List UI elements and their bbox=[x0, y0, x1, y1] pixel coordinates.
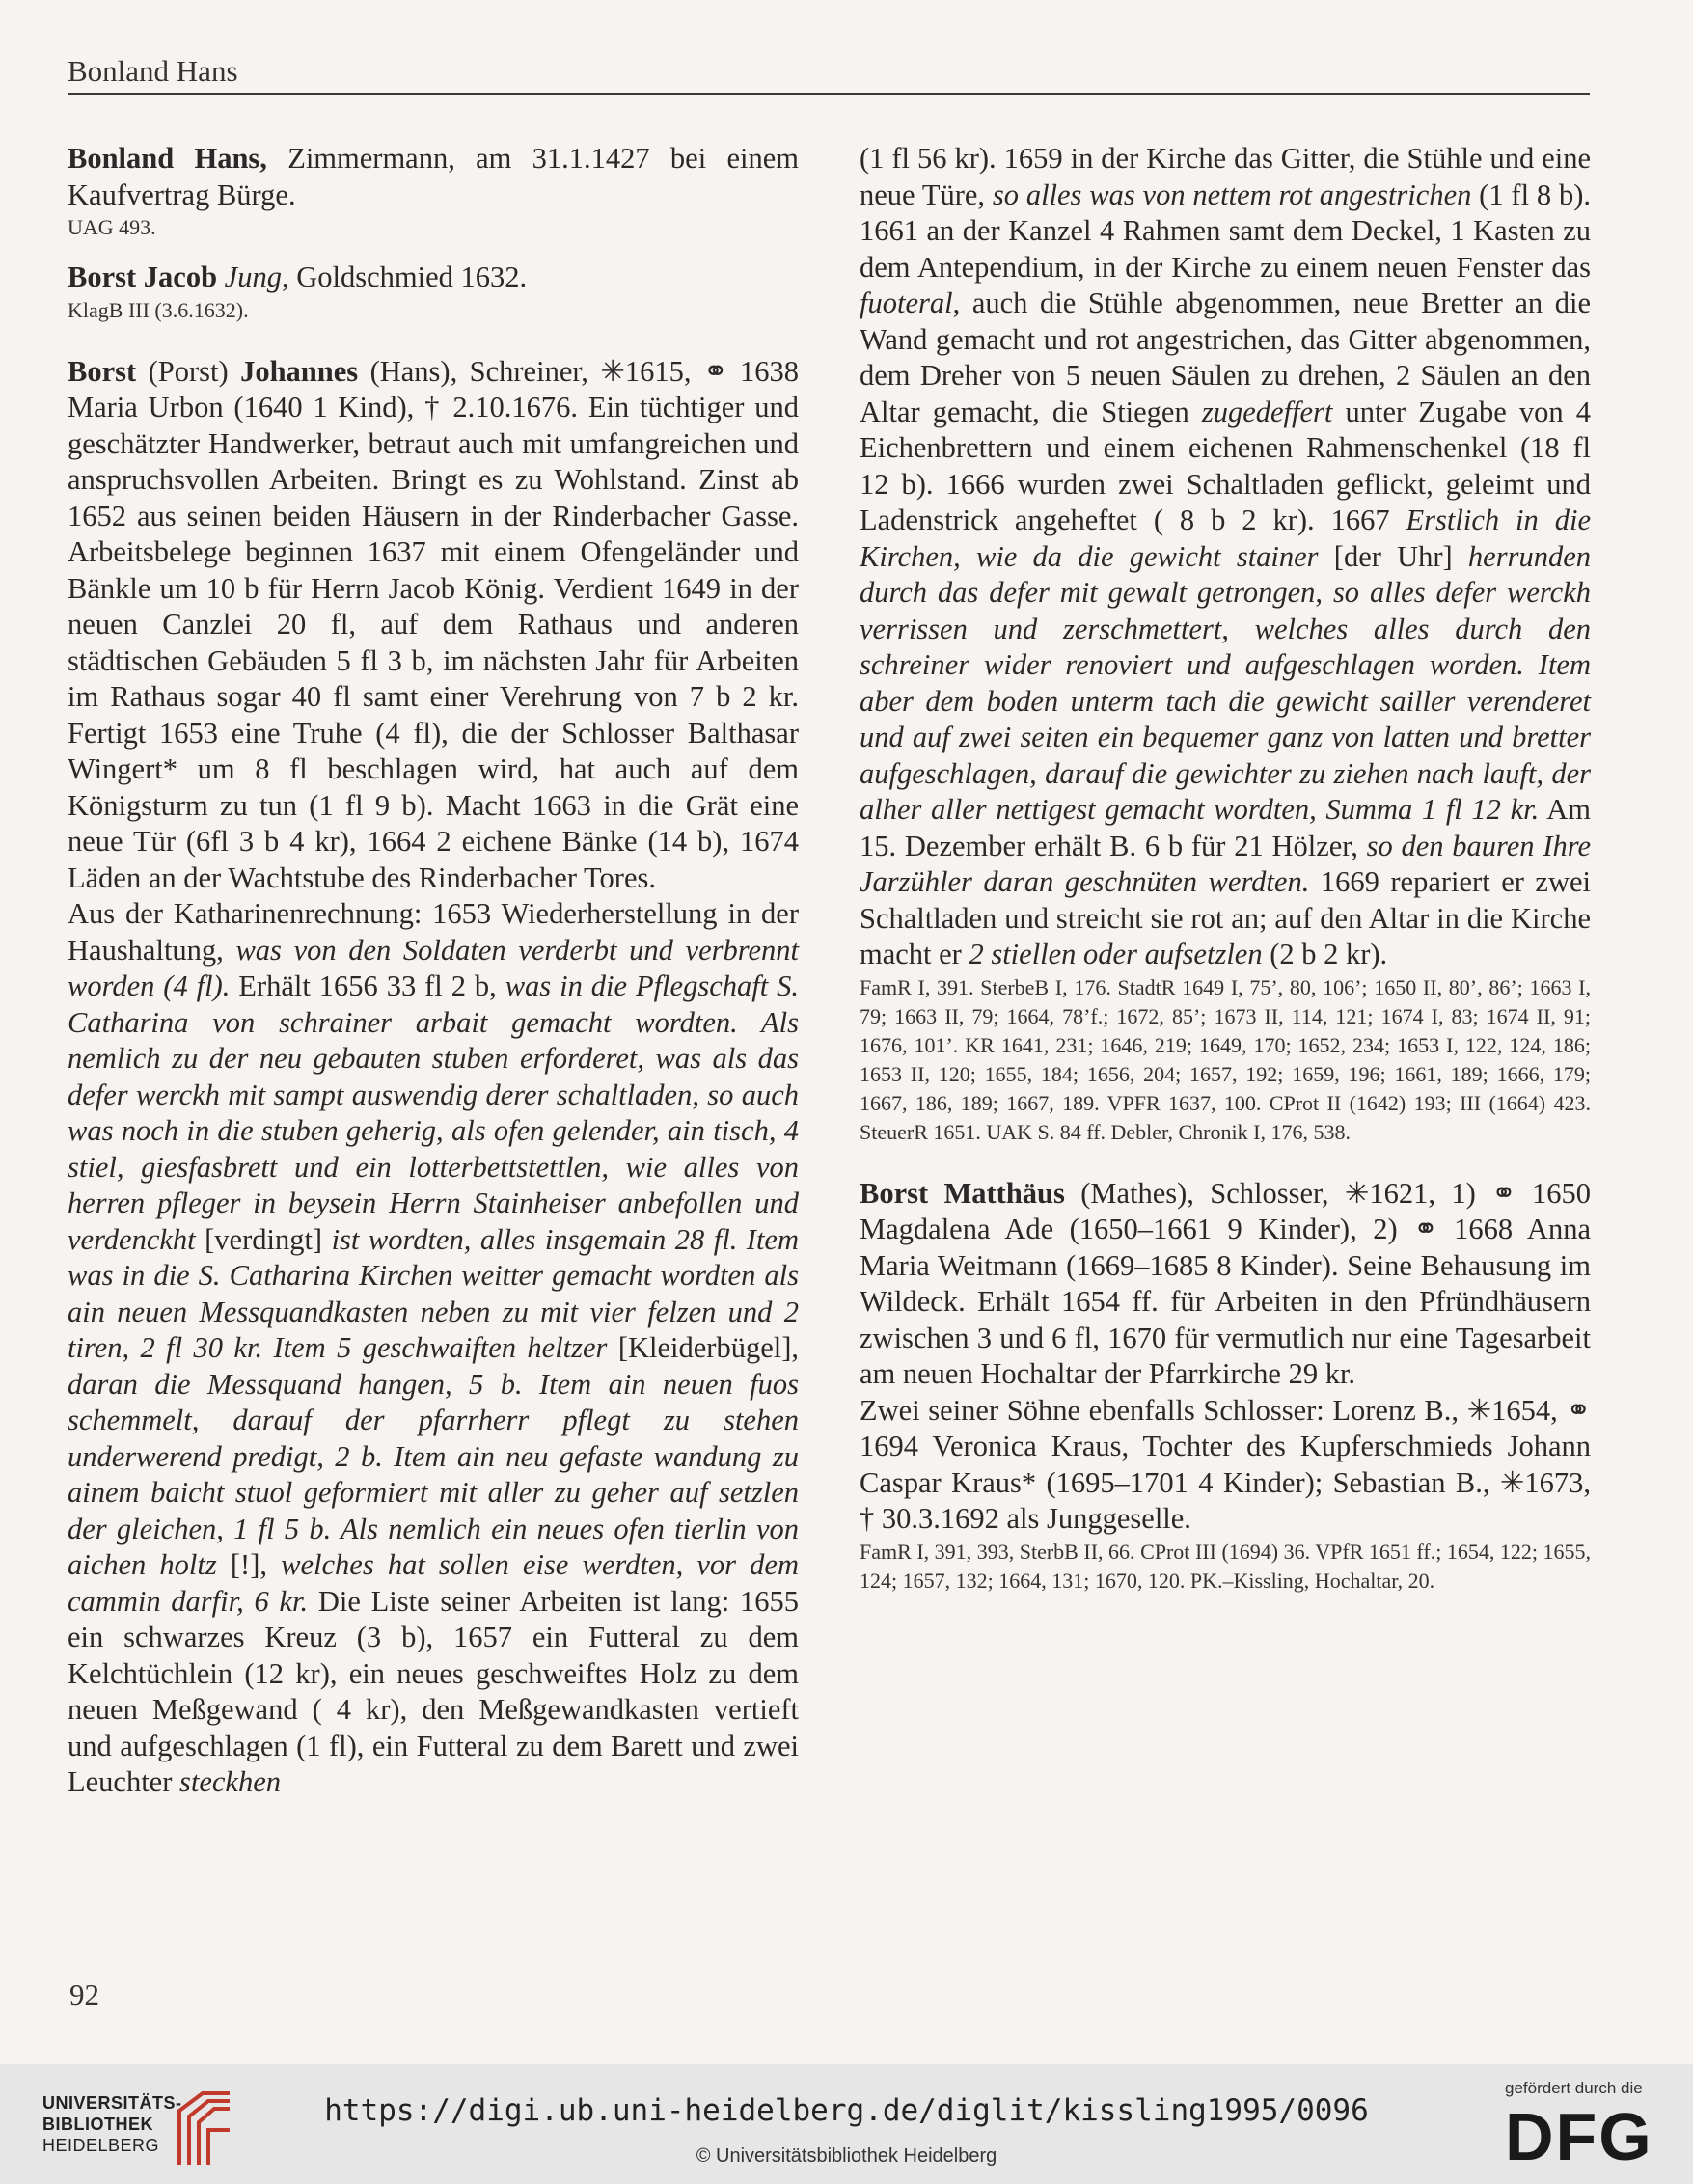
viewer-footer bbox=[0, 2064, 1693, 2184]
entry-borst-jacob: Borst Jacob Jung, Goldschmied 1632. bbox=[68, 260, 528, 293]
right-column bbox=[860, 141, 1591, 1596]
entry-name: Borst bbox=[68, 354, 137, 388]
entry-borst-johannes: Borst (Porst) Johannes (Hans), Schreiner, ✳1615, ⚭ 1638 Maria Urbon (1640 1 Kind), † 2.10.1676. Ein tüchtiger und geschätzter Handwerker, betraut auch mit umfangreichen und anspruchsvollen Arbeiten. Bringt es zu Wohlstand. Zinst ab 1652 aus seinen beiden Häusern in der Rinderbacher Gasse. Arbeitsbelege beginnen 1637 mit einem Ofengeländer und Bänkle um 10 b für Herrn Jacob König. Verdient 1649 in der neuen Canzlei 20 fl, auf dem Rathaus und anderen städtischen Gebäuden 5 fl 3 b, im nächsten Jahr für Arbeiten im Rathaus sogar 40 fl samt einer Verehrung von 7 b 2 kr. Fertigt 1653 eine Truhe (4 fl), die der Schlosser Balthasar Wingert* um 8 fl beschlagen wird, hat auch auf dem Königsturm zu tun (1 fl 9 b). Macht 1663 in die Grät eine neue Tür (6fl 3 b 4 kr), 1664 2 eichene Bänke (14 b), 1674 Läden an der Wachtstube des Rinderbacher Tores. bbox=[68, 354, 799, 894]
entry-bonland: Bonland Hans, Zimmermann, am 31.1.1427 bei einem Kaufvertrag Bürge. bbox=[68, 142, 799, 211]
funded-by-label: gefördert durch die bbox=[1505, 2079, 1643, 2097]
copyright-notice: © Universitätsbibliothek Heidelberg bbox=[696, 2145, 997, 2167]
header-rule bbox=[68, 93, 1590, 95]
entry-borst-matthaeus-continued: Zwei seiner Söhne ebenfalls Schlosser: Lorenz B., ✳1654, ⚭ 1694 Veronica Kraus, Tochter des Kupferschmieds Johann Caspar Kraus* (1695–1701 4 Kinder); Sebastian B., ✳1673, † 30.3.1692 als Junggeselle. bbox=[860, 1393, 1591, 1535]
entry-source: KlagB III (3.6.1632). bbox=[68, 297, 249, 322]
university-library-logo[interactable]: UNIVERSITÄTS- BIBLIOTHEK HEIDELBERG bbox=[42, 2088, 255, 2165]
entry-borst-matthaeus: Borst Matthäus (Mathes), Schlosser, ✳1621, 1) ⚭ 1650 Magdalena Ade (1650–1661 9 Kinder), 2) ⚭ 1668 Anna Maria Weitmann (1669–1685 8 Kinder). Seine Behausung im Wildeck. Erhält 1654 ff. für Arbeiten in den Pfründhäusern zwischen 3 und 6 fl, 1670 für vermutlich nur eine Tagesarbeit am neuen Hochaltar der Pfarrkirche 29 kr. bbox=[860, 1176, 1591, 1390]
entry-name: Bonland Hans, bbox=[68, 142, 267, 175]
entry-source: UAG 493. bbox=[68, 215, 156, 239]
running-head: Bonland Hans bbox=[68, 54, 238, 88]
entry-name: Borst Matthäus bbox=[860, 1176, 1065, 1210]
left-column bbox=[68, 141, 799, 1801]
permalink-url[interactable]: https://digi.ub.uni-heidelberg.de/diglit/kissling1995/0096 bbox=[324, 2093, 1369, 2128]
entry-borst-johannes-right: (1 fl 56 kr). 1659 in der Kirche das Gitter, die Stühle und eine neue Türe, so alles was von nettem rot angestrichen (1 fl 8 b). 1661 an der Kanzel 4 Rahmen samt dem Deckel, 1 Kasten zu dem Antependium, in der Kirche zu einem neuen Fenster das fuoteral, auch die Stühle abgenommen, neue Bretter an die Wand gemacht und rot angestrichen, das Gitter abgenommen, dem Dreher von 5 neuen Säulen zu drehen, 2 Säulen an den Altar gemacht, die Stiegen zugedeffert unter Zugabe von 4 Eichenbrettern und einem eichenen Rahmenschenkel (18 fl 12 b). 1666 wurden zwei Schaltladen geflickt, geleimt und Ladenstrick angeheftet ( 8 b 2 kr). 1667 Erstlich in die Kirchen, wie da die gewicht stainer [der Uhr] herrunden durch das defer mit gewalt getrongen, so alles defer werckh verrissen und zerschmettert, welches alles durch den schreiner wider renoviert und aufgeschlagen worden. Item aber dem boden unterm tach die gewicht sailler verenderet und auf zwei seiten ein bequemer ganz von latten und bretter aufgeschlagen, darauf die gewichter zu ziehen nach lauft, der alher aller nettigest gemacht wordten, Summa 1 fl 12 kr. Am 15. Dezember erhält B. 6 b für 21 Hölzer, so den bauren Ihre Jarzühler daran geschnüten werdten. 1669 repariert er zwei Schaltladen und streicht sie rot an; auf den Altar in die Kirche macht er 2 stiellen oder aufsetzlen (2 b 2 kr). bbox=[860, 142, 1591, 970]
page-number: 92 bbox=[69, 1978, 99, 2011]
entry-borst-johannes-continued: Aus der Katharinenrechnung: 1653 Wiederherstellung in der Haushaltung, was von den Soldaten verderbt und verbrennt worden (4 fl). Erhält 1656 33 fl 2 b, was in die Pflegschaft S. Catharina von schrainer arbait gemacht wordten. Als nemlich zu der neu gebauten stuben erforderet, was als das defer werckh mit sampt auswendig derer schaltladen, so auch was noch in die stuben geherig, als ofen gelender, ain tisch, 4 stiel, giesfasbrett und ein lotterbettstettlen, wie alles von herren pfleger in beysein Herrn Stainheiser anbefollen und verdenckht [verdingt] ist wordten, alles insgemain 28 fl. Item was in die S. Catharina Kirchen weitter gemacht wordten als ain neuen Messquandkasten neben zu mit vier felzen und 2 tiren, 2 fl 30 kr. Item 5 geschwaiften heltzer [Kleiderbügel], daran die Messquand hangen, 5 b. Item ain neuen fuos schemmelt, darauf der pfarrherr pflegt zu stehen underwerend predigt, 2 b. Item ain neu gefaste wandung zu ainem baicht stuol geformiert mit aller zu geher auf setzlen der gleichen, 1 fl 5 b. Als nemlich ein neues ofen tierlin von aichen holtz [!], welches hat sollen eise werdten, vor dem cammin darfir, 6 kr. Die Liste seiner Arbeiten ist lang: 1655 ein schwarzes Kreuz (3 b), 1657 ein Futteral zu dem Kelchtüchlein (12 kr), ein neues geschweiftes Holz zu dem neuen Meßgewand ( 4 kr), den Meßgewandkasten vertieft und aufgeschlagen (1 fl), ein Futteral zu dem Barett und zwei Leuchter steckhen bbox=[68, 897, 800, 1798]
entry-source: FamR I, 391, 393, SterbB II, 66. CProt III (1694) 36. VPfR 1651 ff.; 1654, 122; 1655, 124; 1657, 132; 1664, 131; 1670, 120. PK.–Kissling, Hochaltar, 20. bbox=[860, 1539, 1591, 1593]
entry-name: Borst Jacob bbox=[68, 260, 218, 293]
dfg-logo[interactable]: DFG bbox=[1505, 2099, 1653, 2174]
entry-source: FamR I, 391. SterbeB I, 176. StadtR 1649 I, 75’, 80, 106’; 1650 II, 80’, 86’; 1663 I, 79; 1663 II, 79; 1664, 78’f.; 1672, 85’; 1673 II, 114, 121; 1674 I, 83; 1674 II, 91; 1676, 101’. KR 1641, 231; 1646, 219; 1649, 170; 1652, 234; 1653 I, 122, 124, 186; 1653 II, 120; 1655, 184; 1656, 204; 1657, 192; 1659, 196; 1661, 189; 1666, 179; 1667, 186, 189; 1667, 189. VPFR 1637, 100. CProt II (1642) 193; III (1664) 423. SteuerR 1651. UAK S. 84 ff. Debler, Chronik I, 176, 538. bbox=[860, 974, 1591, 1144]
